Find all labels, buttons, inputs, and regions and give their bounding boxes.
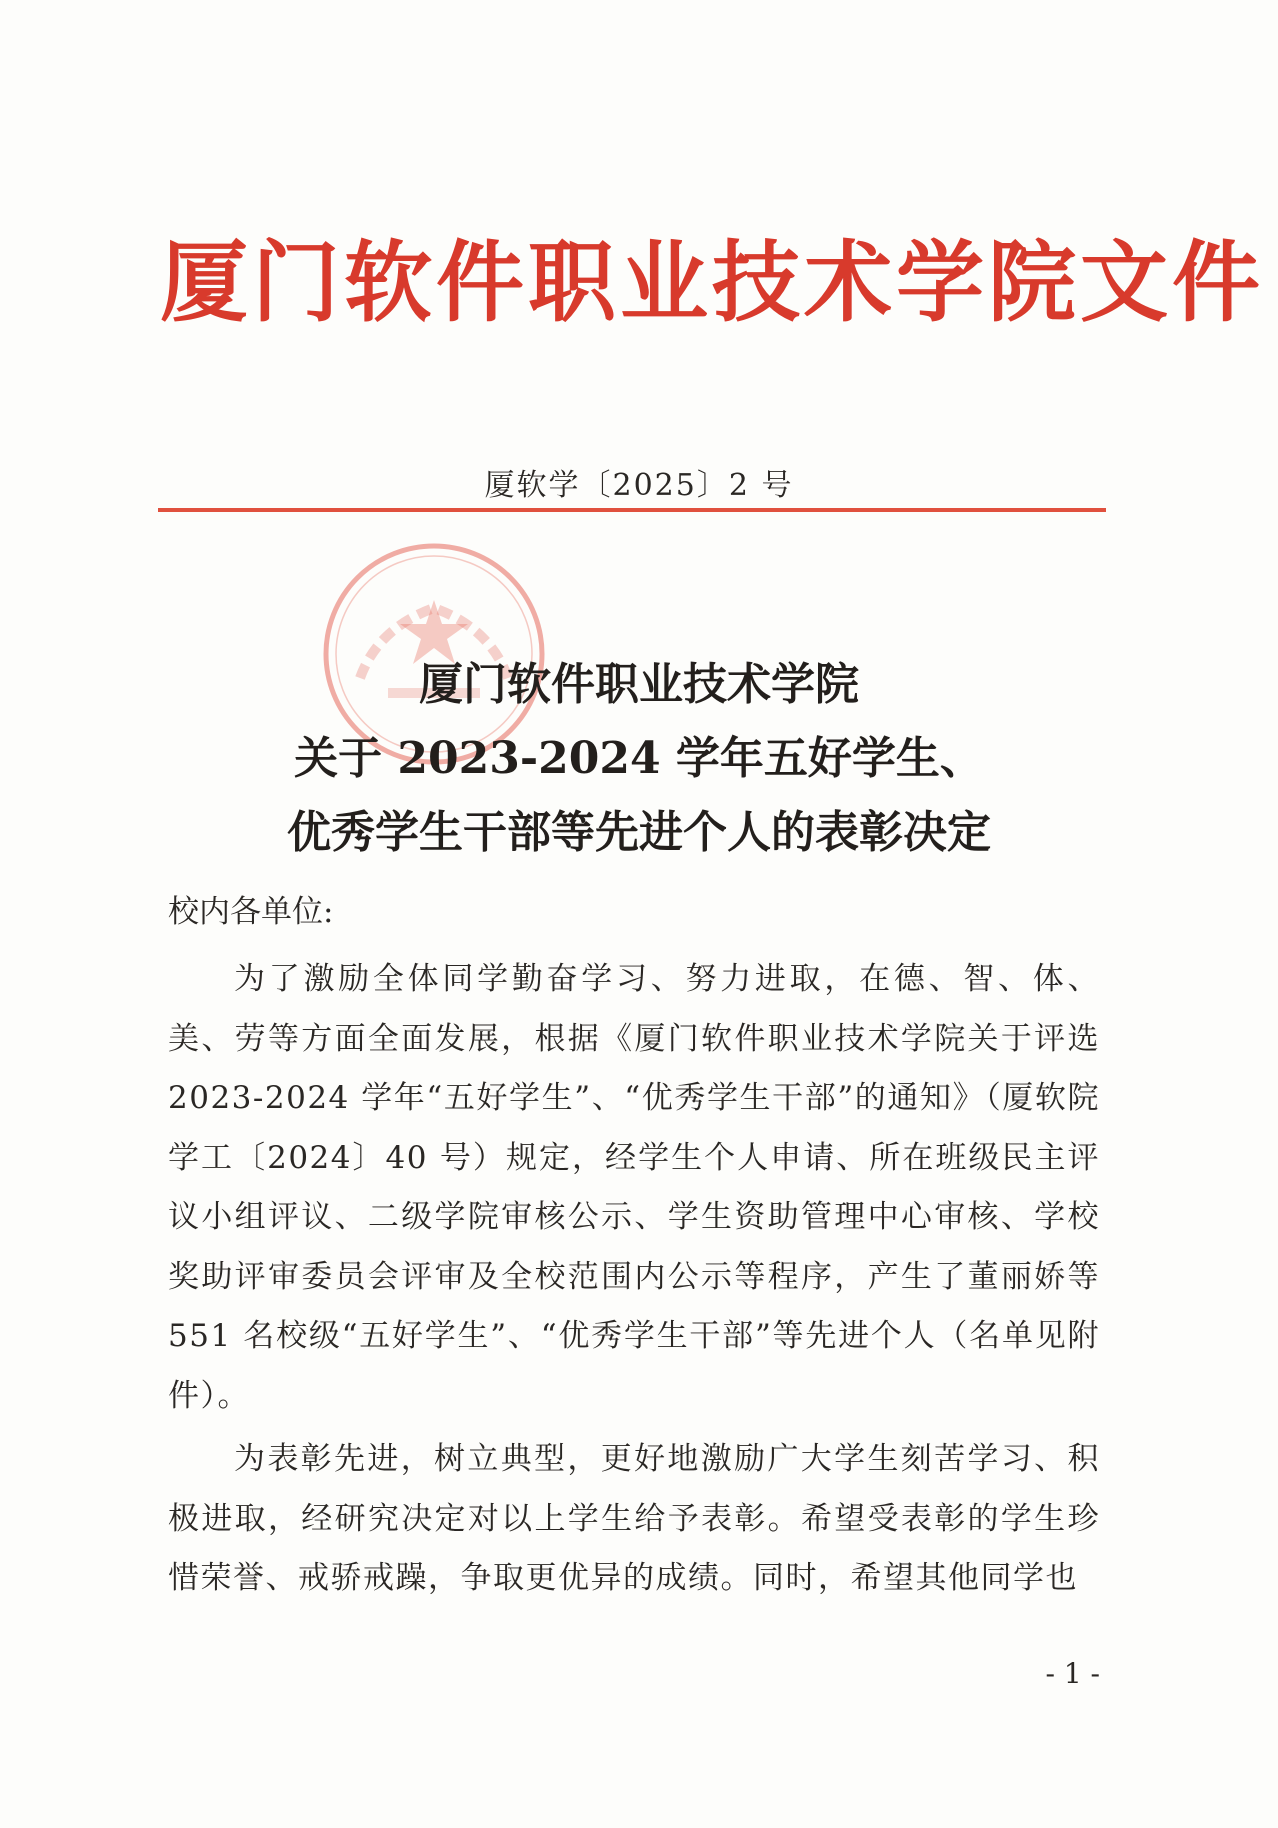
body-paragraph-1: 为了激励全体同学勤奋学习、努力进取，在德、智、体、美、劳等方面全面发展，根据《厦门软件职业技术学院关于评选 2023-2024 学年“五好学生”、“优秀学生干部”的通知》（厦软院学工〔2024〕40 号）规定，经学生个人申请、所在班级民主评议小组评议、二级学院审核公示、学生资助管理中心审核、学校奖助评审委员会评审及全校范围内公示等程序，产生了董丽娇等 551 名校级“五好学生”、“优秀学生干部”等先进个人（名单见附件）。	[168, 961, 1100, 1414]
document-number: 厦软学〔2025〕2 号	[484, 468, 794, 503]
document-title	[0, 648, 1278, 870]
salutation: 校内各单位:	[168, 894, 334, 930]
document-header-title: 厦门软件职业技术学院文件	[160, 230, 1265, 334]
document-title-line-2: 关于 2023-2024 学年五好学生、	[294, 733, 984, 784]
document-title-line-3: 优秀学生干部等先进个人的表彰决定	[287, 807, 991, 858]
body-paragraph-2: 为表彰先进，树立典型，更好地激励广大学生刻苦学习、积极进取，经研究决定对以上学生给予表彰。希望受表彰的学生珍惜荣誉、戒骄戒躁，争取更优异的成绩。同时，希望其他同学也	[168, 1441, 1100, 1596]
document-title-line-1: 厦门软件职业技术学院	[419, 659, 859, 710]
header-divider	[158, 508, 1106, 512]
page-number: - 1 -	[1045, 1657, 1100, 1690]
